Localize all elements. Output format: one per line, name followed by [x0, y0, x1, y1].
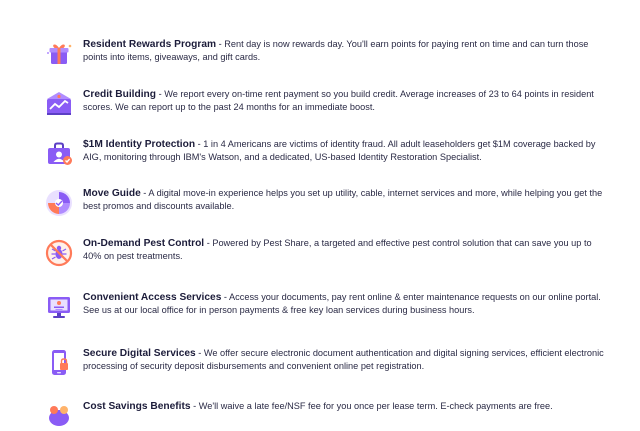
title-separator: - [221, 292, 230, 302]
benefit-title: Credit Building [83, 89, 157, 100]
credit-chart-icon [44, 89, 74, 119]
benefit-description: Powered by Pest Share, a targeted and effective pest control solution that can save you up to 40% on pest treatments. [83, 238, 592, 262]
title-separator: - [195, 139, 204, 149]
benefit-item-identity [44, 138, 604, 169]
no-pest-icon [44, 238, 74, 268]
benefit-description: We report every on-time rent payment so you build credit. Average increases of 23 to 64 points in resident scores. We can report up to the past 24 months for an immediate boost. [83, 89, 594, 113]
benefit-description: A digital move-in experience helps you set up utility, cable, internet services and more, while helping you get the best promos and discounts available. [83, 188, 603, 212]
title-separator: - [204, 238, 213, 248]
benefit-item-cost-savings [44, 400, 604, 431]
benefit-description: 1 in 4 Americans are victims of identity fraud. All adult leaseholders get $1M coverage backed by AIG, monitoring through IBM's Watson, and a dedicated, US-based Identity Restoration Specialist. [83, 139, 596, 163]
savings-icon [44, 401, 74, 431]
title-separator: - [156, 89, 165, 99]
gift-icon [44, 39, 74, 69]
benefit-item-rewards [44, 38, 604, 69]
online-portal-icon [44, 292, 74, 322]
benefit-title: Secure Digital Services [83, 348, 196, 359]
title-separator: - [190, 401, 199, 411]
benefit-title: $1M Identity Protection [83, 139, 196, 150]
identity-protection-icon [44, 139, 74, 169]
mobile-secure-icon [44, 348, 74, 378]
benefit-title: On-Demand Pest Control [83, 238, 205, 249]
benefit-description: Access your documents, pay rent online & enter maintenance requests on our online portal. See us at our local office for in person payments & free key loan services during business hours. [83, 292, 601, 316]
benefit-item-move-guide [44, 187, 604, 218]
benefit-title: Move Guide [83, 188, 141, 199]
benefit-description: We'll waive a late fee/NSF fee for you once per lease term. E-check payments are free. [198, 401, 553, 411]
title-separator: - [140, 188, 149, 198]
move-guide-icon [44, 188, 74, 218]
benefit-description: We offer secure electronic document authentication and digital signing services, efficient electronic processing of security deposit disbursements and convenient online pet registration. [83, 348, 604, 372]
benefit-item-digital-services [44, 347, 604, 378]
title-separator: - [216, 39, 225, 49]
benefit-item-pest-control [44, 237, 604, 268]
title-separator: - [195, 348, 204, 358]
benefit-item-credit [44, 88, 604, 119]
benefit-title: Resident Rewards Program [83, 39, 217, 50]
benefit-title: Convenient Access Services [83, 292, 222, 303]
benefit-item-access-services [44, 291, 604, 322]
benefit-description: Rent day is now rewards day. You'll earn points for paying rent on time and can turn those points into items, giveaways, and gift cards. [83, 39, 589, 63]
benefit-title: Cost Savings Benefits [83, 401, 191, 412]
